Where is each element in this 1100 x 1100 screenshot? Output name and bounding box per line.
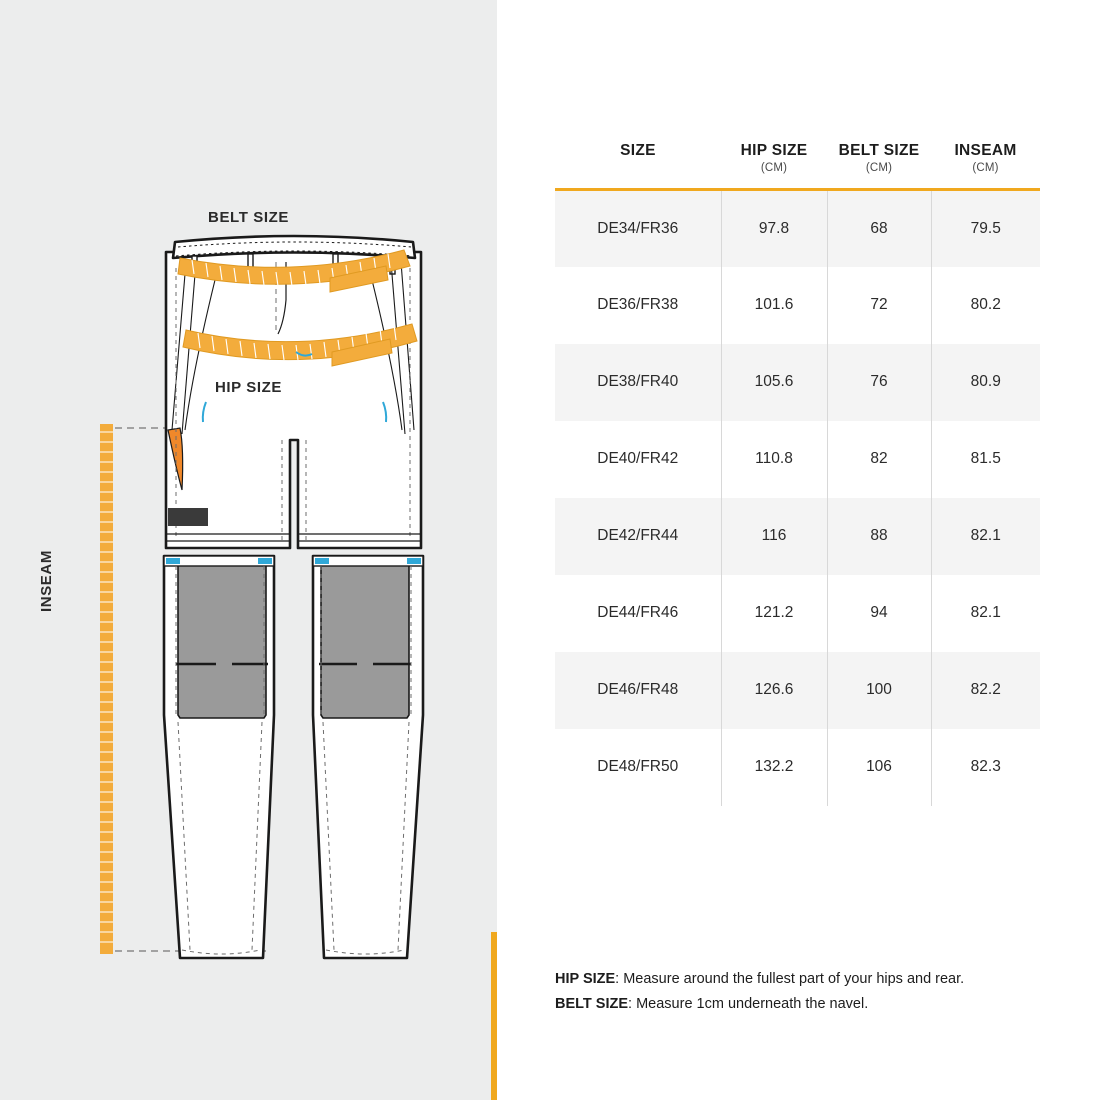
cell-hip: 121.2	[721, 575, 827, 652]
table-header	[555, 136, 1040, 190]
column-header-size: SIZE	[620, 142, 656, 159]
cell-belt: 72	[827, 267, 931, 344]
table-row	[555, 575, 1040, 652]
cell-belt: 76	[827, 344, 931, 421]
cell-belt: 94	[827, 575, 931, 652]
table-row	[555, 190, 1040, 267]
cell-size: DE40/FR42	[597, 450, 679, 467]
cell-inseam: 79.5	[931, 190, 1040, 267]
note-belt-text: : Measure 1cm underneath the navel.	[628, 996, 869, 1013]
cell-size: DE38/FR40	[597, 373, 679, 390]
cell-inseam: 80.2	[931, 267, 1040, 344]
table-header-row	[555, 136, 1040, 190]
table-row	[555, 421, 1040, 498]
table-row	[555, 498, 1040, 575]
size-chart-table	[555, 136, 1040, 806]
cell-size: DE46/FR48	[597, 681, 679, 698]
note-hip-term: HIP SIZE	[555, 971, 616, 987]
cell-hip: 97.8	[721, 190, 827, 267]
inseam-label: INSEAM	[38, 550, 55, 612]
cell-hip: 126.6	[721, 652, 827, 729]
cell-size: DE36/FR38	[597, 296, 679, 313]
cell-hip: 132.2	[721, 729, 827, 806]
table-row	[555, 729, 1040, 806]
table-row	[555, 267, 1040, 344]
cell-belt: 88	[827, 498, 931, 575]
column-header-belt-size: BELT SIZE (CM)	[827, 136, 931, 190]
note-belt-term: BELT SIZE	[555, 996, 629, 1013]
note-belt	[555, 993, 1055, 1015]
cell-belt: 68	[827, 190, 931, 267]
cell-inseam: 82.3	[931, 729, 1040, 806]
column-unit-belt: (CM)	[865, 162, 893, 174]
cell-inseam: 82.1	[931, 498, 1040, 575]
table-row	[555, 652, 1040, 729]
cell-inseam: 80.9	[931, 344, 1040, 421]
size-table-panel	[497, 0, 1100, 1100]
measurement-notes	[555, 968, 1055, 1019]
cell-inseam: 82.1	[931, 575, 1040, 652]
table-body	[555, 190, 1040, 806]
cell-hip: 110.8	[721, 421, 827, 498]
cell-hip: 101.6	[721, 267, 827, 344]
illustration-panel	[0, 0, 497, 1100]
cell-hip: 116	[721, 498, 827, 575]
cell-belt: 100	[827, 652, 931, 729]
belt-size-label: BELT SIZE	[208, 209, 289, 226]
column-unit-hip: (CM)	[760, 162, 788, 174]
cell-size: DE34/FR36	[597, 219, 679, 237]
trousers-measurement-diagram	[0, 0, 497, 1100]
cell-hip: 105.6	[721, 344, 827, 421]
cell-belt: 82	[827, 421, 931, 498]
cell-belt: 106	[827, 729, 931, 806]
table-row	[555, 344, 1040, 421]
column-unit-inseam: (CM)	[972, 162, 999, 174]
cell-inseam: 81.5	[931, 421, 1040, 498]
cell-size: DE42/FR44	[597, 527, 679, 544]
note-hip-text: : Measure around the fullest part of your hips and rear.	[615, 971, 965, 987]
column-header-inseam: INSEAM (CM)	[931, 136, 1040, 190]
note-hip	[555, 968, 1055, 990]
hip-size-label: HIP SIZE	[214, 379, 283, 396]
cell-size: DE48/FR50	[597, 758, 679, 775]
cell-inseam: 82.2	[931, 652, 1040, 729]
column-header-hip-size: HIP SIZE (CM)	[721, 136, 827, 190]
cell-size: DE44/FR46	[597, 604, 679, 621]
